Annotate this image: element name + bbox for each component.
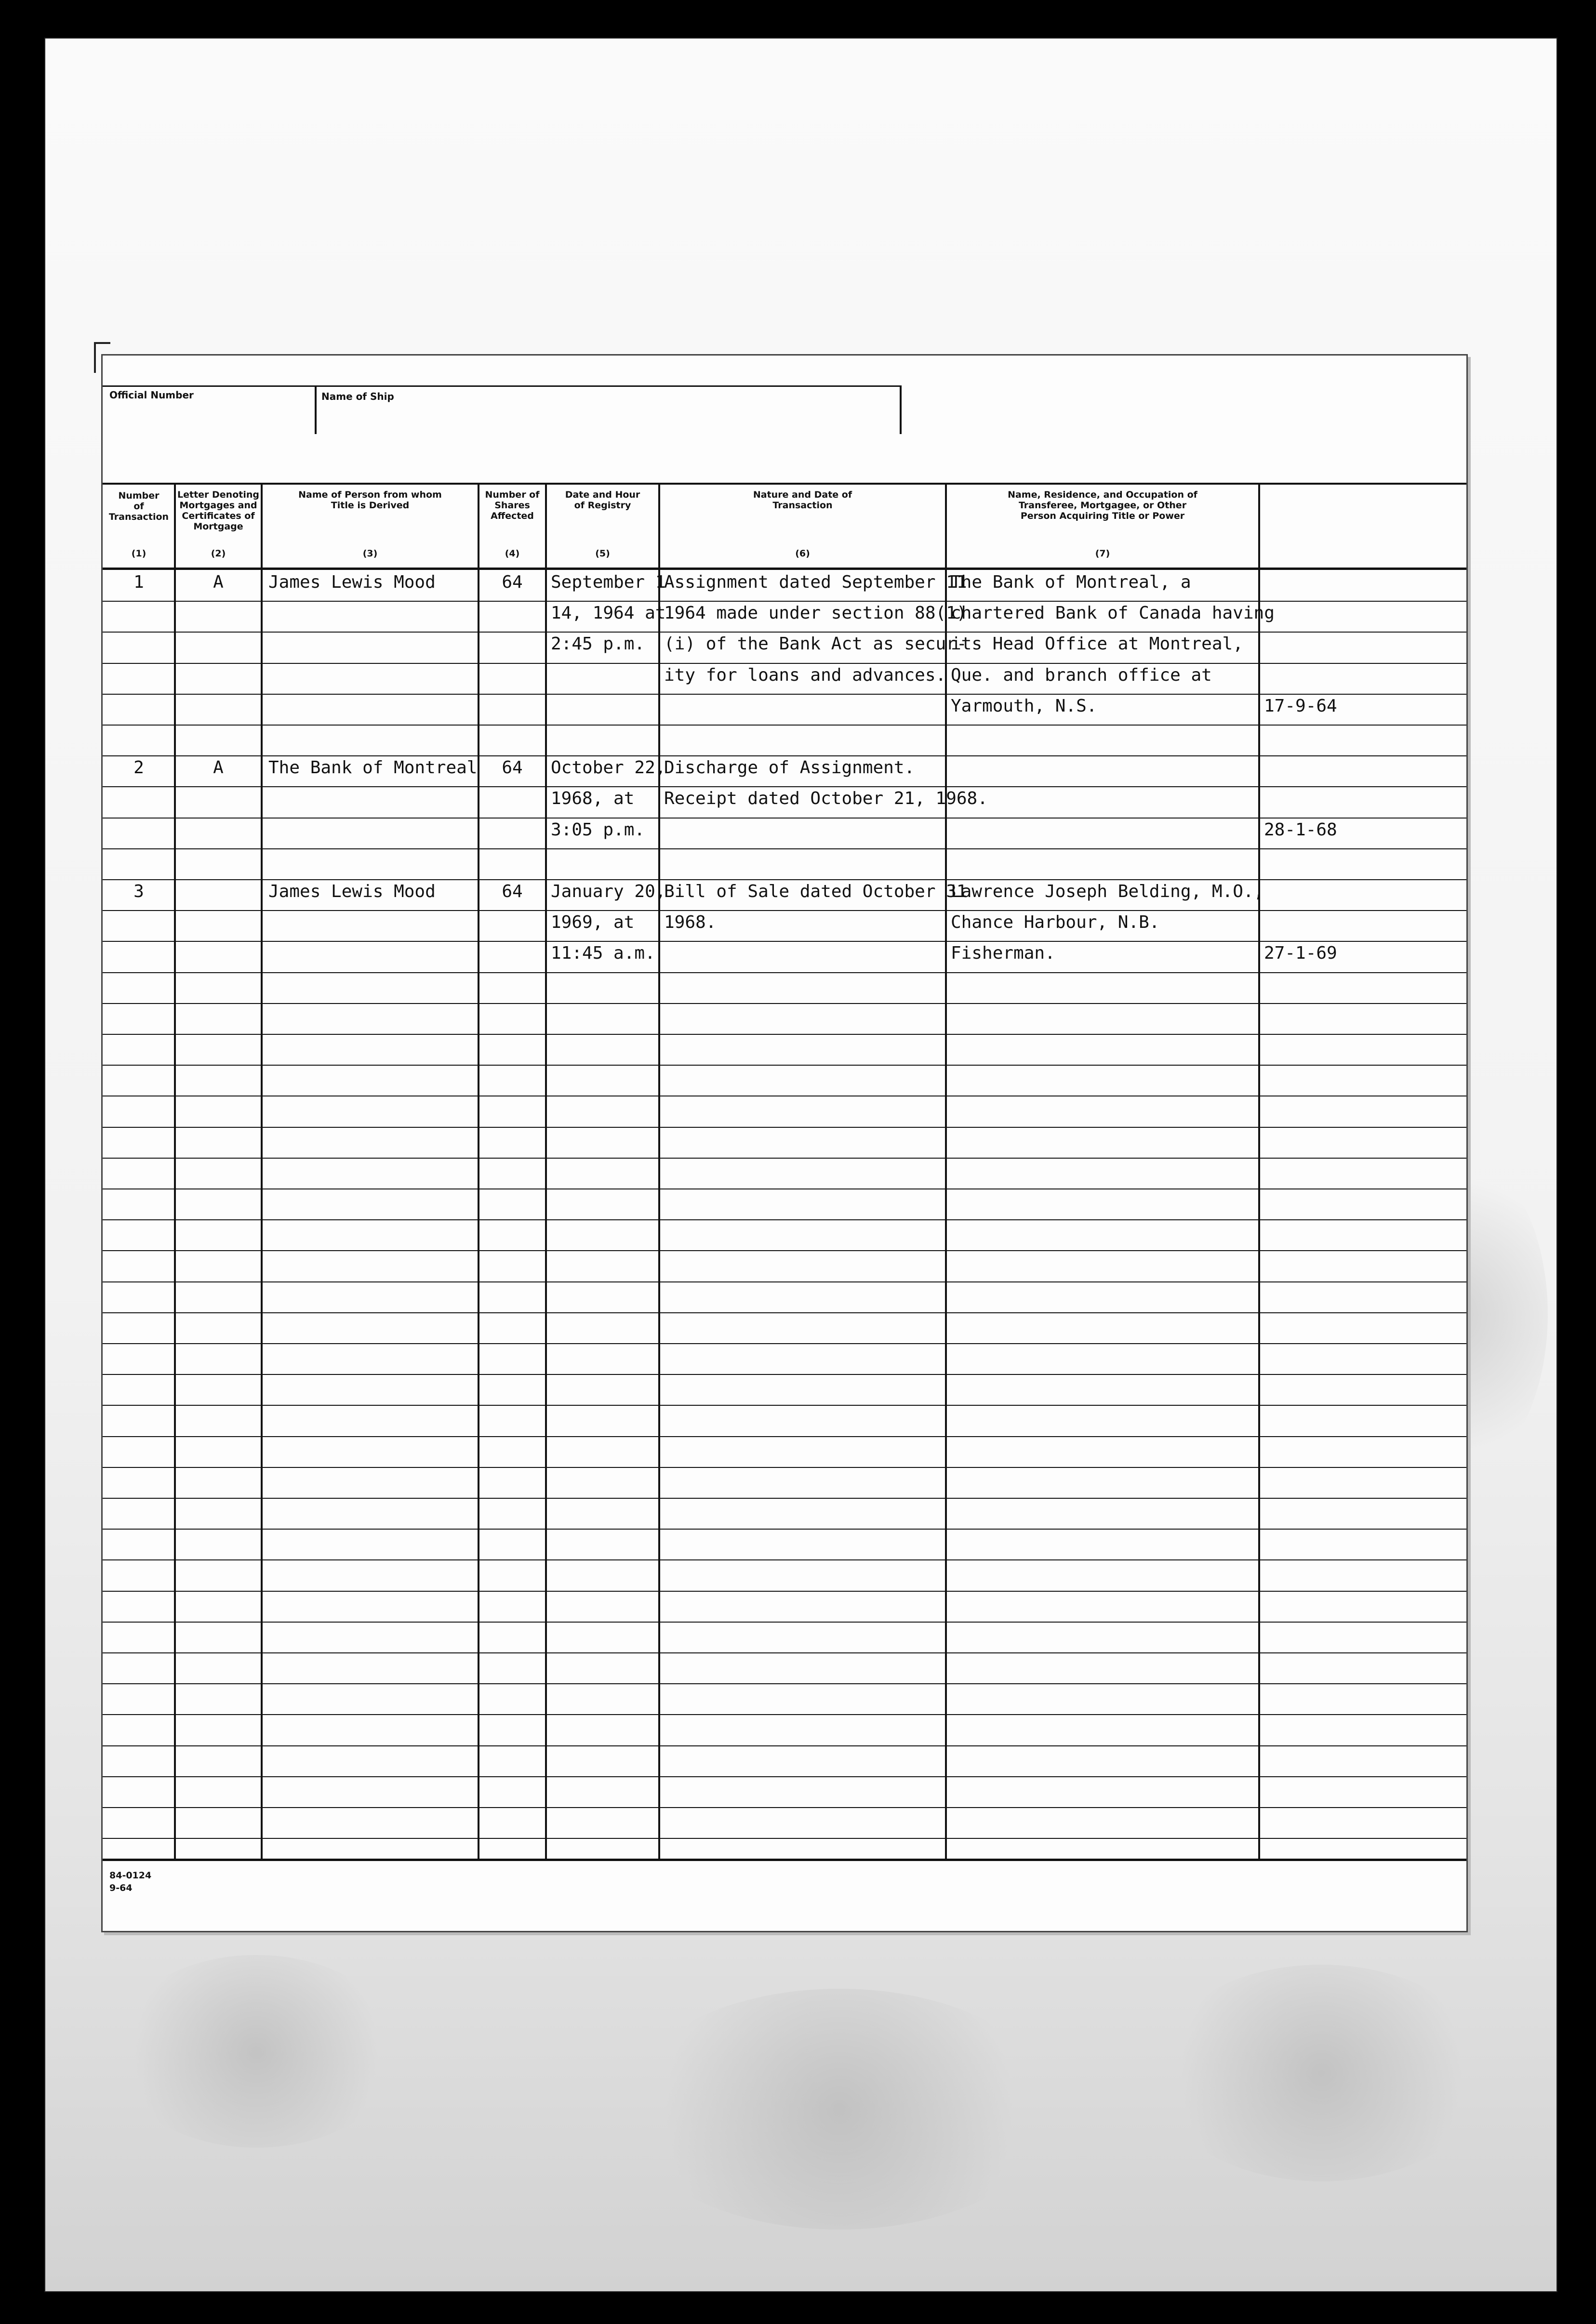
ruled-line — [103, 755, 1466, 756]
ruled-line — [103, 1436, 1466, 1437]
registry-date-line: 14, 1964 at — [551, 603, 666, 623]
transaction-nature-line: 1968. — [664, 912, 717, 932]
entry-date: 27-1-69 — [1264, 943, 1337, 963]
ruled-line — [103, 1405, 1466, 1406]
official-number-label: Official Number — [109, 389, 194, 401]
stain — [1153, 1965, 1490, 2181]
registry-date-line: 3:05 p.m. — [551, 820, 645, 840]
ruled-line — [103, 1776, 1466, 1777]
column-header-line: Name of Person from whom — [298, 489, 442, 500]
column-header-line: Person Acquiring Title or Power — [1020, 511, 1185, 521]
ruled-line — [103, 1374, 1466, 1375]
column-number: (2) — [211, 548, 226, 559]
ruled-line — [103, 1807, 1466, 1808]
ruled-line — [103, 1281, 1466, 1282]
entry-date: 28-1-68 — [1264, 820, 1337, 840]
ruled-line — [103, 1529, 1466, 1530]
ruled-line — [103, 694, 1466, 695]
column-header-line: Number — [118, 490, 160, 501]
column-divider — [545, 483, 547, 1859]
transferee-line: Que. and branch office at — [951, 665, 1212, 685]
ruled-line — [103, 601, 1466, 602]
ruled-line — [103, 1591, 1466, 1592]
ruled-line — [103, 1622, 1466, 1623]
column-divider — [945, 483, 947, 1859]
column-divider — [174, 483, 176, 1859]
ruled-line — [103, 786, 1466, 787]
column-number: (5) — [595, 548, 610, 559]
registry-date-line: October 22, — [551, 758, 666, 778]
shares-affected: 64 — [502, 882, 523, 901]
column-header — [103, 490, 175, 522]
header-rule — [103, 568, 1466, 570]
column-header-line: Letter Denoting — [177, 489, 259, 500]
registry-date-line: September 1 — [551, 572, 666, 592]
header-rule — [103, 483, 1466, 485]
ruled-line — [103, 1003, 1466, 1004]
form-date-text: 9-64 — [109, 1883, 133, 1893]
column-number: (7) — [1095, 548, 1110, 559]
column-header-line: Nature and Date of — [753, 489, 852, 500]
mortgage-letter: A — [213, 758, 224, 778]
ruled-line — [103, 1683, 1466, 1684]
column-header-line: Name, Residence, and Occupation of — [1008, 489, 1197, 500]
column-header — [175, 489, 262, 532]
header-rule — [103, 385, 315, 387]
stain — [112, 1955, 401, 2148]
column-header-line: Certificates of — [182, 511, 255, 521]
ruled-line — [103, 1065, 1466, 1066]
ruled-line — [103, 1498, 1466, 1499]
ruled-line — [103, 663, 1466, 664]
ruled-line — [103, 941, 1466, 942]
column-header-line: Number of — [485, 489, 540, 500]
transferee-line: Chance Harbour, N.B. — [951, 912, 1160, 932]
transaction-nature-line: (i) of the Bank Act as secur- — [664, 634, 967, 654]
ruled-line — [103, 910, 1466, 911]
transferee-line: Lawrence Joseph Belding, M.O., — [951, 882, 1264, 901]
ruled-line — [103, 1312, 1466, 1313]
transferee-line: The Bank of Montreal, a — [951, 572, 1191, 592]
ruled-line — [103, 818, 1466, 819]
registry-date-line: 1969, at — [551, 912, 635, 932]
entry-date: 17-9-64 — [1264, 696, 1337, 716]
ruled-line — [103, 1714, 1466, 1715]
name-of-ship-label: Name of Ship — [321, 391, 394, 402]
column-number: (1) — [131, 548, 146, 559]
transaction-number: 2 — [133, 758, 144, 778]
column-number: (3) — [362, 548, 378, 559]
ruled-line — [103, 1219, 1466, 1220]
transaction-nature-line: Bill of Sale dated October 31 — [664, 882, 967, 901]
ruled-line — [103, 1652, 1466, 1653]
column-header-line: Shares — [494, 500, 530, 511]
column-divider — [1258, 483, 1260, 1859]
ruled-line — [103, 972, 1466, 973]
registry-date-line: January 20, — [551, 882, 666, 901]
column-divider — [261, 483, 263, 1859]
column-header-line: Transaction — [772, 500, 833, 511]
column-header — [479, 489, 546, 521]
transferee-line: chartered Bank of Canada having — [951, 603, 1275, 623]
shares-affected: 64 — [502, 572, 523, 592]
stain — [623, 1989, 1056, 2230]
ruled-line — [103, 1158, 1466, 1159]
column-header-line: Affected — [491, 511, 534, 521]
column-header — [659, 489, 946, 511]
ship-name-box — [315, 385, 902, 434]
ruled-line — [103, 1745, 1466, 1746]
transferee-line: its Head Office at Montreal, — [951, 634, 1243, 654]
column-number: (6) — [795, 548, 810, 559]
ruled-line — [103, 879, 1466, 880]
form-number — [109, 1869, 151, 1894]
ruled-line — [103, 1034, 1466, 1035]
column-header-line: Transferee, Mortgagee, or Other — [1018, 500, 1187, 511]
transaction-nature-line: 1964 made under section 88(1) — [664, 603, 967, 623]
column-header — [546, 489, 659, 511]
transaction-nature-line: Discharge of Assignment. — [664, 758, 915, 778]
transferee-line: Fisherman. — [951, 943, 1055, 963]
transaction-number: 3 — [133, 882, 144, 901]
registry-date-line: 2:45 p.m. — [551, 634, 645, 654]
ruled-line — [103, 1838, 1466, 1839]
column-header-line: Mortgage — [193, 521, 243, 532]
transferee-line: Yarmouth, N.S. — [951, 696, 1097, 716]
column-number: (4) — [505, 548, 520, 559]
person-name: James Lewis Mood — [268, 572, 436, 592]
column-header-line: of — [133, 501, 144, 512]
transaction-nature-line: Assignment dated September 11 — [664, 572, 967, 592]
column-header-line: Date and Hour — [565, 489, 640, 500]
column-header-line: Mortgages and — [179, 500, 257, 511]
ruled-line — [103, 1343, 1466, 1344]
ruled-line — [103, 1127, 1466, 1128]
column-header-line: of Registry — [574, 500, 631, 511]
column-header — [946, 489, 1259, 521]
ruled-line — [103, 1559, 1466, 1560]
footer-rule — [103, 1859, 1466, 1861]
register-form — [101, 354, 1468, 1932]
ruled-line — [103, 1250, 1466, 1251]
person-name: The Bank of Montreal — [268, 758, 478, 778]
transaction-nature-line: Receipt dated October 21, 1968. — [664, 789, 988, 808]
person-name: James Lewis Mood — [268, 882, 436, 901]
registry-date-line: 11:45 a.m. — [551, 943, 655, 963]
ruled-line — [103, 632, 1466, 633]
transaction-number: 1 — [133, 572, 144, 592]
transaction-nature-line: ity for loans and advances. — [664, 665, 946, 685]
ruled-line — [103, 725, 1466, 726]
mortgage-letter: A — [213, 572, 224, 592]
ruled-line — [103, 1467, 1466, 1468]
form-number-text: 84-0124 — [109, 1870, 152, 1881]
shares-affected: 64 — [502, 758, 523, 778]
column-header — [262, 489, 479, 511]
ruled-line — [103, 1188, 1466, 1189]
ruled-line — [103, 848, 1466, 849]
column-divider — [478, 483, 479, 1859]
registry-date-line: 1968, at — [551, 789, 635, 808]
column-header-line: Title is Derived — [331, 500, 410, 511]
column-header-line: Transaction — [108, 512, 169, 522]
column-divider — [658, 483, 660, 1859]
corner-mark — [94, 342, 110, 373]
